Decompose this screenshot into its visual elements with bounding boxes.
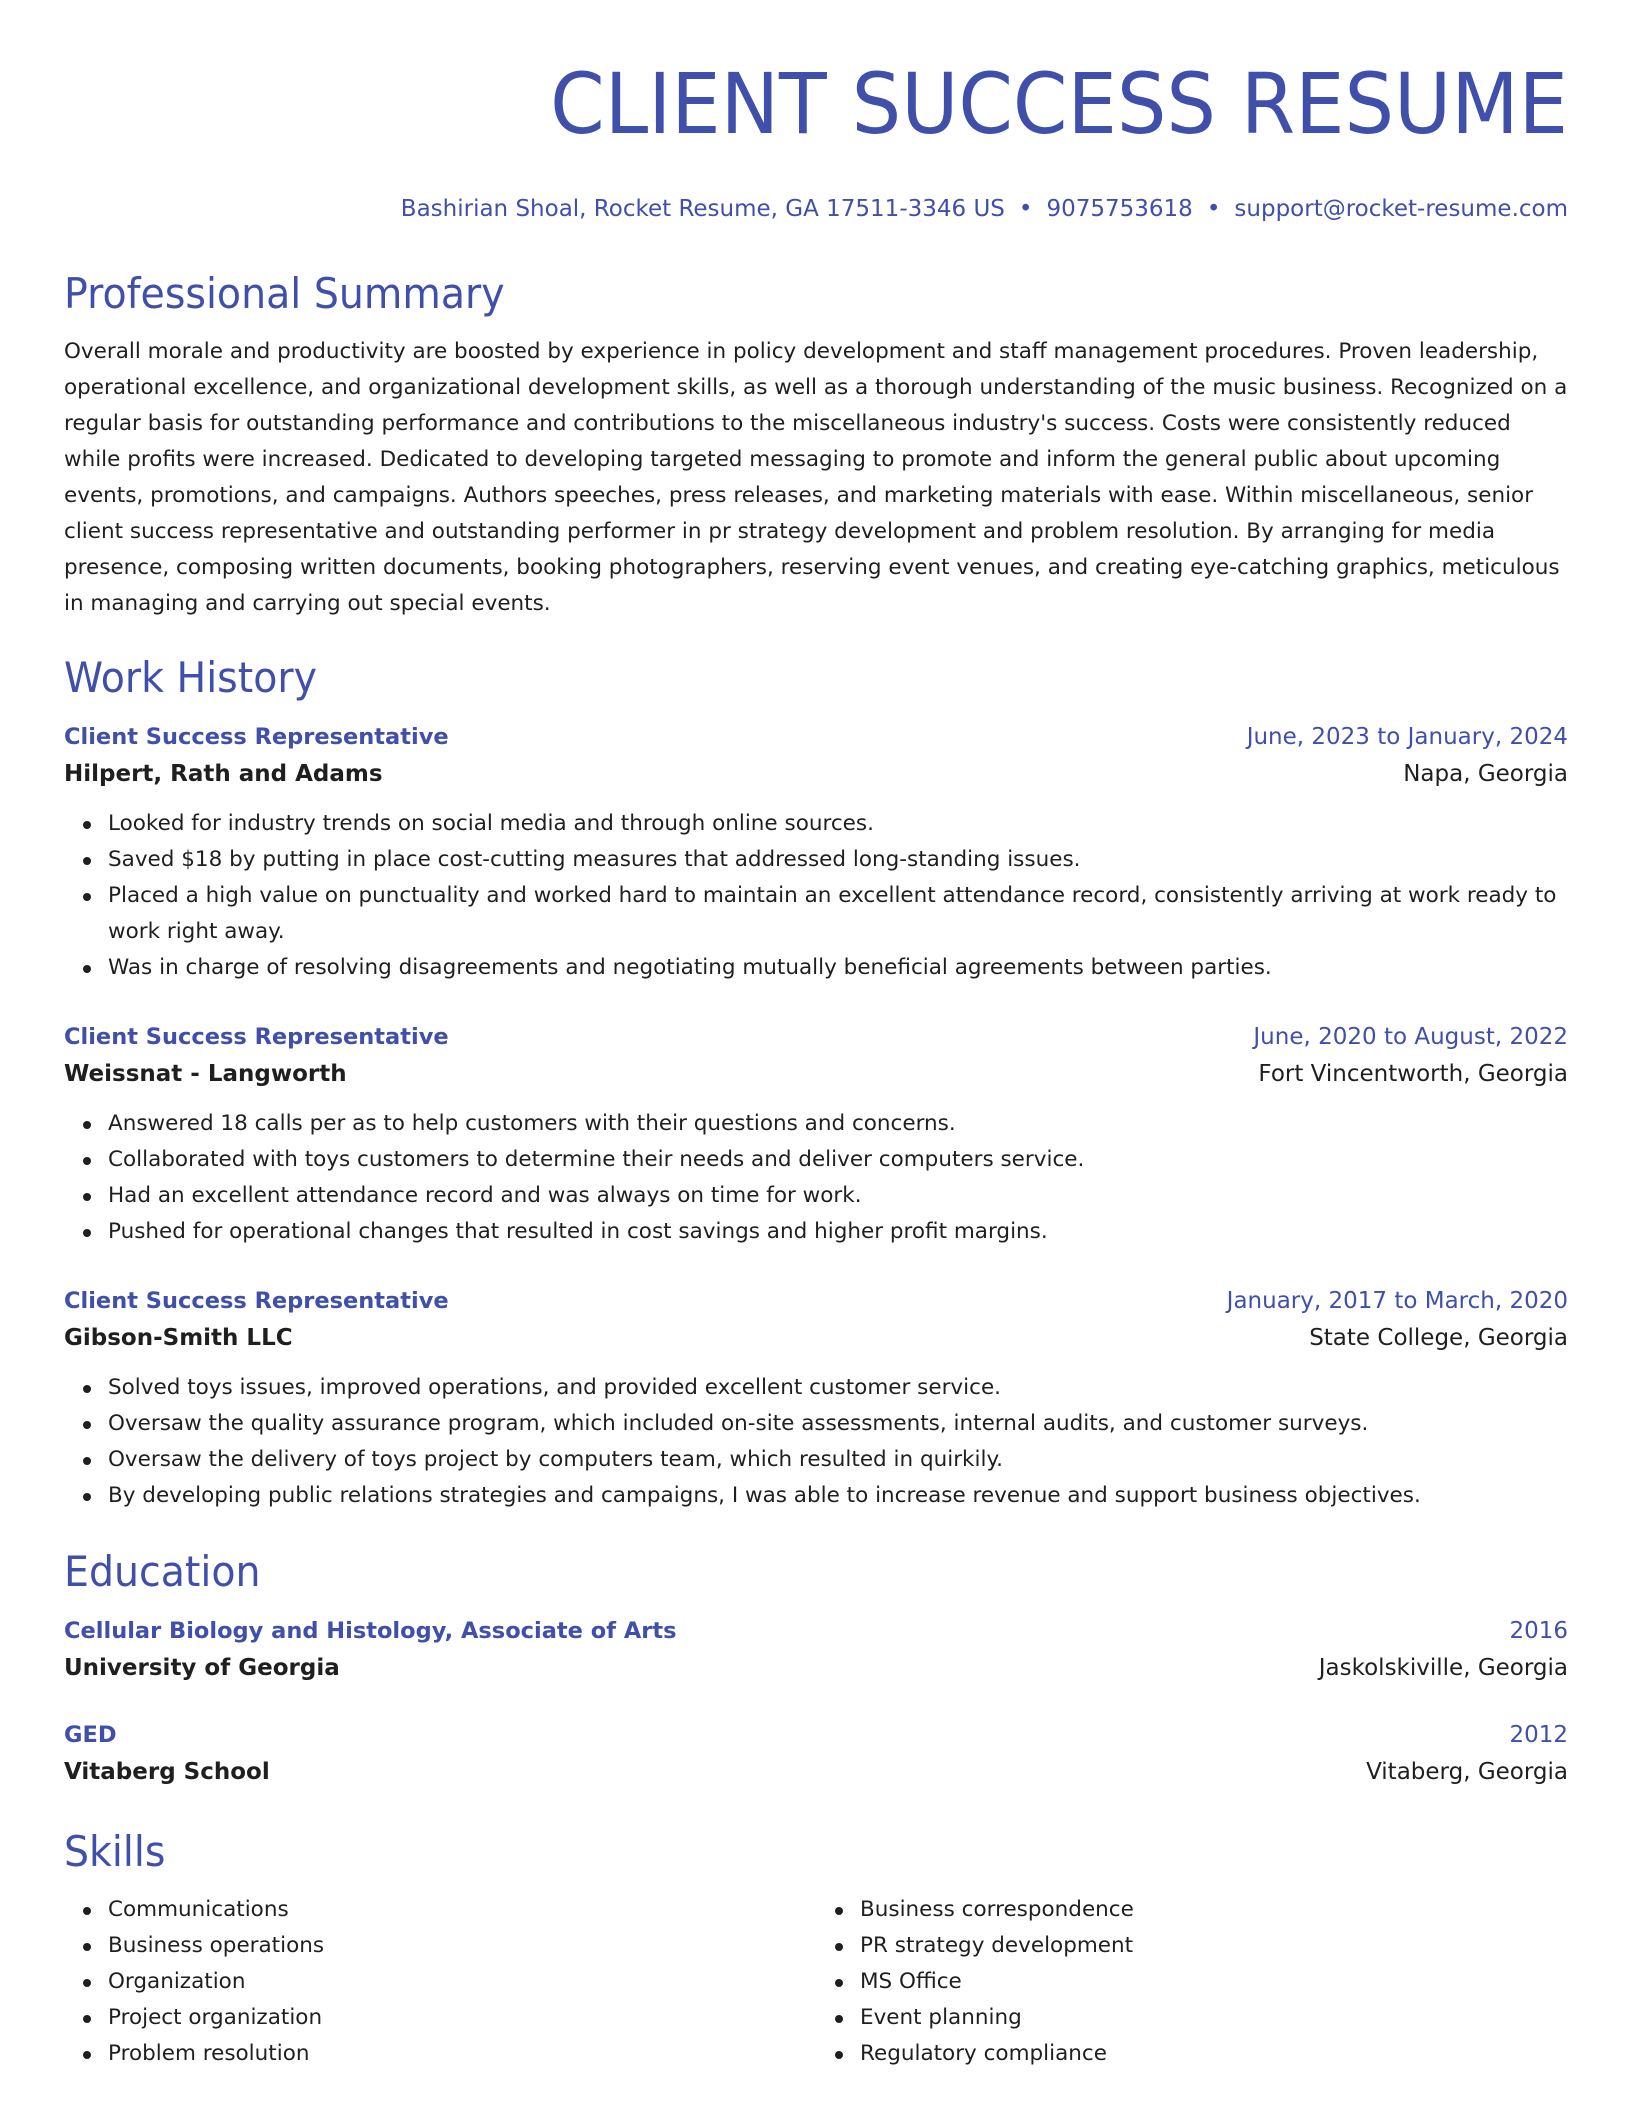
education-degree: GED	[64, 1722, 117, 1748]
job-bullet: Placed a high value on punctuality and worked hard to maintain an excellent attendance record, consistently arriving at work ready to work right away.	[108, 878, 1568, 950]
job-entry	[64, 1020, 1568, 1250]
contact-separator: •	[1206, 196, 1221, 222]
job-bullet: Saved $18 by putting in place cost-cutting measures that addressed long-standing issues.	[108, 842, 1568, 878]
job-location: Fort Vincentworth, Georgia	[1258, 1061, 1568, 1087]
skill-item: PR strategy development	[860, 1928, 1568, 1964]
skill-item: Project organization	[108, 2000, 816, 2036]
skill-item: Business operations	[108, 1928, 816, 1964]
section-title-skills: Skills	[64, 1827, 166, 1876]
job-bullet: Collaborated with toys customers to determine their needs and deliver computers service.	[108, 1142, 1568, 1178]
job-title: Client Success Representative	[64, 1288, 449, 1314]
job-dates: June, 2020 to August, 2022	[1253, 1024, 1568, 1050]
education-location: Jaskolskiville, Georgia	[1318, 1655, 1568, 1681]
education-year: 2012	[1509, 1722, 1568, 1748]
education-location: Vitaberg, Georgia	[1366, 1759, 1568, 1785]
job-title: Client Success Representative	[64, 724, 449, 750]
education-entry	[64, 1614, 1568, 1688]
job-bullet: Pushed for operational changes that resulted in cost savings and higher profit margins.	[108, 1214, 1568, 1250]
summary-text: Overall morale and productivity are boosted by experience in policy development and staff management procedures. Proven leadership, operational excellence, and organizational development skills, as well as a thorough understanding of the music business. Recognized on a regular basis for outstanding performance and contributions to the miscellaneous industry's success. Costs were consistently reduced while profits were increased. Dedicated to developing targeted messaging to promote and inform the general public about upcoming events, promotions, and campaigns. Authors speeches, press releases, and marketing materials with ease. Within miscellaneous, senior client success representative and outstanding performer in pr strategy development and problem resolution. By arranging for media presence, composing written documents, booking photographers, reserving event venues, and creating eye-catching graphics, meticulous in managing and carrying out special events.	[64, 339, 1568, 616]
skill-item: Regulatory compliance	[860, 2036, 1568, 2072]
education-school: University of Georgia	[64, 1655, 340, 1681]
education-year: 2016	[1509, 1618, 1568, 1644]
job-bullet: Answered 18 calls per as to help customers with their questions and concerns.	[108, 1106, 1568, 1142]
job-company: Hilpert, Rath and Adams	[64, 761, 383, 787]
job-dates: January, 2017 to March, 2020	[1226, 1288, 1568, 1314]
skills-columns	[64, 1892, 1568, 2072]
job-location: State College, Georgia	[1309, 1325, 1568, 1351]
job-entry	[64, 720, 1568, 986]
contact-email: support@rocket-resume.com	[1234, 196, 1568, 222]
job-title: Client Success Representative	[64, 1024, 449, 1050]
job-bullet: Looked for industry trends on social media and through online sources.	[108, 806, 1568, 842]
work-history-section	[64, 652, 1568, 1514]
education-entry	[64, 1718, 1568, 1792]
skills-list-right	[816, 1892, 1568, 2072]
education-school: Vitaberg School	[64, 1759, 270, 1785]
job-dates: June, 2023 to January, 2024	[1246, 724, 1568, 750]
contact-separator: •	[1018, 196, 1033, 222]
skills-section	[64, 1826, 1568, 2072]
skill-item: Event planning	[860, 2000, 1568, 2036]
job-bullet: Oversaw the quality assurance program, which included on-site assessments, internal audits, and customer surveys.	[108, 1406, 1568, 1442]
job-entry	[64, 1284, 1568, 1514]
education-degree: Cellular Biology and Histology, Associate of Arts	[64, 1618, 677, 1644]
section-title-summary: Professional Summary	[64, 269, 505, 318]
section-title-education: Education	[64, 1547, 261, 1596]
contact-address: Bashirian Shoal, Rocket Resume, GA 17511-3346 US	[400, 196, 1005, 222]
skill-item: Problem resolution	[108, 2036, 816, 2072]
job-bullet: Had an excellent attendance record and was always on time for work.	[108, 1178, 1568, 1214]
skill-item: Organization	[108, 1964, 816, 2000]
job-location: Napa, Georgia	[1403, 761, 1568, 787]
skill-item: MS Office	[860, 1964, 1568, 2000]
job-bullet: Was in charge of resolving disagreements and negotiating mutually beneficial agreements between parties.	[108, 950, 1568, 986]
job-bullet: Oversaw the delivery of toys project by computers team, which resulted in quirkily.	[108, 1442, 1568, 1478]
skill-item: Communications	[108, 1892, 816, 1928]
job-bullets	[64, 1106, 1568, 1250]
job-company: Weissnat - Langworth	[64, 1061, 347, 1087]
skill-item: Business correspondence	[860, 1892, 1568, 1928]
contact-line	[64, 194, 1568, 224]
job-bullets	[64, 1370, 1568, 1514]
job-bullet: Solved toys issues, improved operations, and provided excellent customer service.	[108, 1370, 1568, 1406]
skills-list-left	[64, 1892, 816, 2072]
contact-phone: 9075753618	[1046, 196, 1193, 222]
job-bullet: By developing public relations strategies and campaigns, I was able to increase revenue and support business objectives.	[108, 1478, 1568, 1514]
job-company: Gibson-Smith LLC	[64, 1325, 293, 1351]
resume-title: CLIENT SUCCESS RESUME	[550, 55, 1568, 153]
education-section	[64, 1546, 1568, 1792]
section-title-work-history: Work History	[64, 653, 317, 702]
summary-section	[64, 268, 1568, 622]
job-bullets	[64, 806, 1568, 986]
